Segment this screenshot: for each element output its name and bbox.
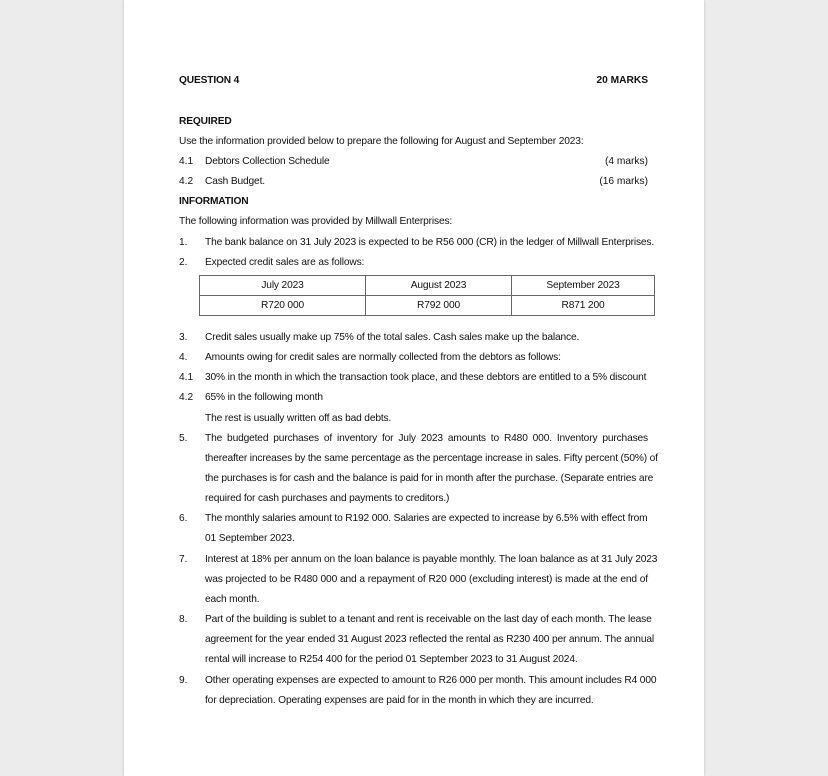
info-item-number: 4. [179, 352, 188, 363]
info-item-line: the purchases is for cash and the balance is paid for in month after the purchase. (Separate entries are [205, 473, 654, 484]
question-title: QUESTION 4 [179, 75, 240, 86]
info-subitem-text: 65% in the following month [205, 392, 323, 403]
info-item-line: Part of the building is sublet to a tenant and rent is receivable on the last day of each month. The lease [205, 614, 652, 625]
required-item-number: 4.2 [179, 176, 194, 187]
credit-sales-table [199, 275, 655, 316]
info-item-number: 1. [179, 237, 188, 248]
info-item-line: The monthly salaries amount to R192 000. Salaries are expected to increase by 6.5% with effect from [205, 513, 648, 524]
required-item-marks: (16 marks) [599, 176, 648, 187]
question-marks: 20 MARKS [596, 75, 648, 86]
required-item-text: Cash Budget. [205, 176, 265, 187]
info-item-text: Amounts owing for credit sales are normally collected from the debtors as follows: [205, 352, 561, 363]
info-item-line: for depreciation. Operating expenses are paid for in the month in which they are incurred. [205, 695, 594, 706]
info-subitem-number: 4.2 [179, 392, 194, 403]
info-item-number: 7. [179, 554, 188, 565]
information-heading: INFORMATION [179, 196, 249, 207]
info-subitem-text: 30% in the month in which the transaction took place, and these debtors are entitled to a 5% discount [205, 372, 647, 383]
table-header-cell: August 2023 [366, 276, 512, 296]
info-subitem-number: 4.1 [179, 372, 194, 383]
table-cell: R792 000 [366, 296, 512, 316]
table-header-cell: July 2023 [200, 276, 366, 296]
required-heading: REQUIRED [179, 116, 232, 127]
info-item-line: Other operating expenses are expected to amount to R26 000 per month. This amount includes R4 000 [205, 675, 657, 686]
required-item-number: 4.1 [179, 156, 194, 167]
info-item-line: agreement for the year ended 31 August 2023 reflected the rental as R230 400 per annum. The annual [205, 634, 654, 645]
info-item-line: was projected to be R480 000 and a repayment of R20 000 (excluding interest) is made at the end of [205, 574, 648, 585]
info-item-line: Interest at 18% per annum on the loan balance is payable monthly. The loan balance as at 31 July 2023 [205, 554, 658, 565]
info-item-number: 2. [179, 257, 188, 268]
info-item-line: 01 September 2023. [205, 533, 295, 544]
info-item-text: Credit sales usually make up 75% of the total sales. Cash sales make up the balance. [205, 332, 580, 343]
info-item-number: 6. [179, 513, 188, 524]
table-header-cell: September 2023 [512, 276, 655, 296]
info-item-text: Expected credit sales are as follows: [205, 257, 365, 268]
info-item-line: thereafter increases by the same percentage as the percentage increase in sales. Fifty percent (50%) of [205, 453, 658, 464]
info-item-number: 5. [179, 433, 188, 444]
table-row [200, 296, 655, 316]
info-item-number: 3. [179, 332, 188, 343]
info-item-number: 9. [179, 675, 188, 686]
info-item-text: The bank balance on 31 July 2023 is expected to be R56 000 (CR) in the ledger of Millwall Enterprises. [205, 237, 655, 248]
info-item-line: The budgeted purchases of inventory for July 2023 amounts to R480 000. Inventory purchases [205, 433, 648, 444]
required-item-text: Debtors Collection Schedule [205, 156, 330, 167]
info-item-line: required for cash purchases and payments to creditors.) [205, 493, 450, 504]
info-item-line: rental will increase to R254 400 for the period 01 September 2023 to 31 August 2024. [205, 654, 578, 665]
table-cell: R720 000 [200, 296, 366, 316]
required-item-marks: (4 marks) [604, 156, 648, 167]
table-cell: R871 200 [512, 296, 655, 316]
info-item-number: 8. [179, 614, 188, 625]
required-intro: Use the information provided below to prepare the following for August and September 2023: [179, 136, 584, 147]
info-item-line: each month. [205, 594, 260, 605]
information-intro: The following information was provided by Millwall Enterprises: [179, 216, 453, 227]
table-header-row [200, 276, 655, 296]
bad-debts-note: The rest is usually written off as bad debts. [205, 413, 392, 424]
